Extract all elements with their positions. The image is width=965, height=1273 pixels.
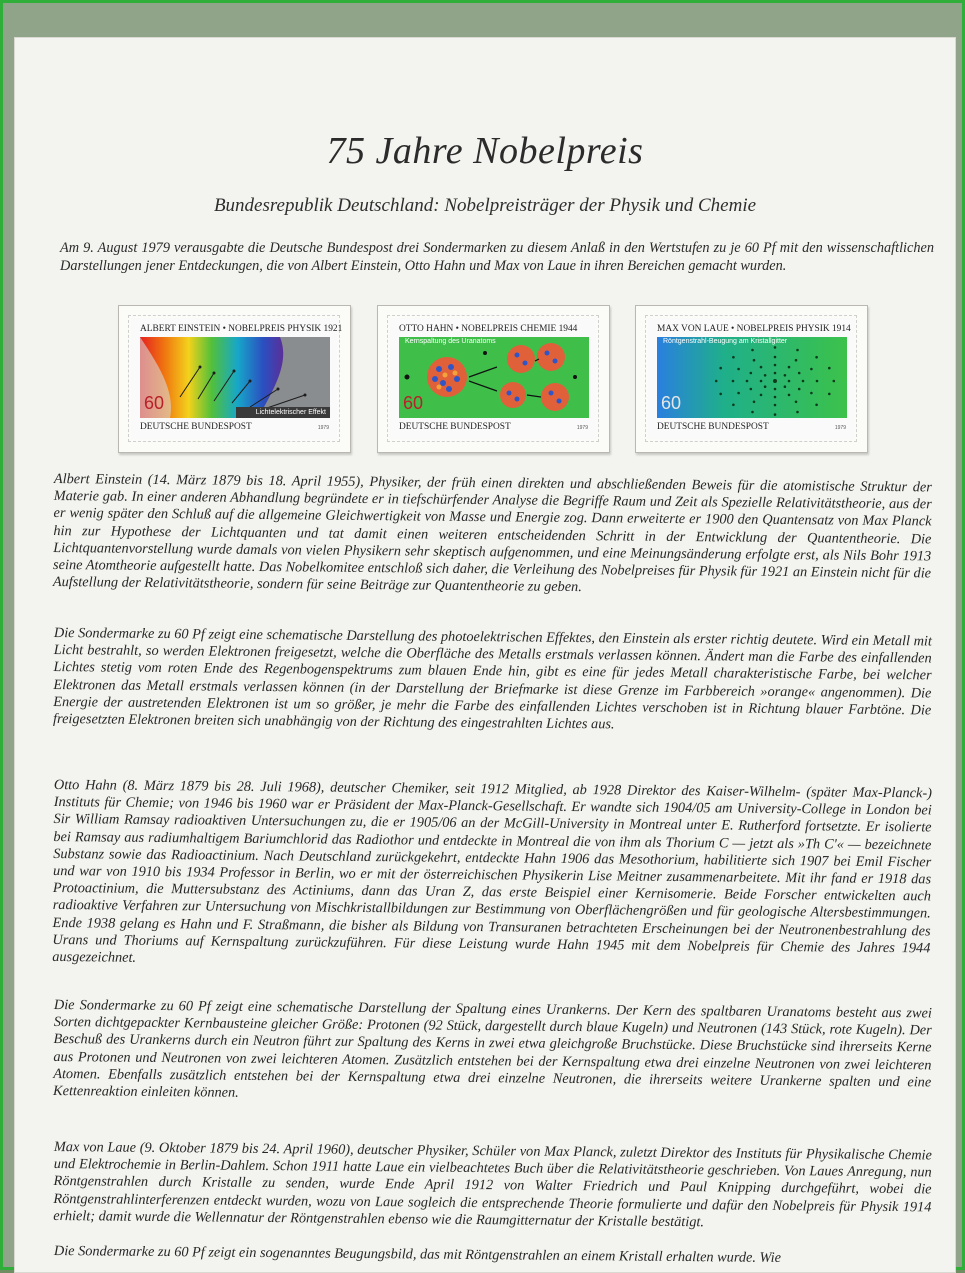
diffraction-spot [796,349,799,352]
stamp-year: 1979 [834,425,846,431]
diffraction-spot [774,396,777,399]
diffraction-spot [764,385,767,388]
laue-stamp-description: Die Sondermarke zu 60 Pf zeigt ein sogenanntes Beugungsbild, das mit Röntgenstrahlen an einem Kristall erhalten wurde. Wie [53,1243,782,1266]
diffraction-spot [750,372,753,375]
diffraction-spot [795,401,798,404]
diffraction-spot [737,368,740,371]
diffraction-spot [774,346,777,349]
diffraction-spot [746,380,749,383]
stamp-footer: DEUTSCHE BUNDESPOST [399,422,511,432]
laue-biography: Max von Laue (9. Oktober 1879 bis 24. April 1960), deutscher Physiker, Schüler von Max Planck, zuletzt Direktor des Instituts für Physikalische Chemie und Elektrochemie in Berlin-Dahlem. Schon 1911 hatte Laue ein vielbeachtetes Buch über die Relativitätstheorie geschrieben. Von Laues Anregung, nun Röntgenstrahlen durch Kristalle zu senden, wurde Ende April 1912 von Walter Friedrich und Paul Knipping durchgeführt, wobei die Röntgenstrahlinterferenzen entdeckt wurden, wozu von Laue sogleich die entsprechende Theorie formulierte und dafür den Nobelpreis für Physik 1914 erhielt; damit wurde die Wellennatur der Röntgenstrahlen ebenso wie die Raumgitternatur der Kristalle bestätigt. [53,1139,932,1231]
diffraction-spot [784,374,787,377]
diffraction-spot [798,372,801,375]
diffraction-spot [810,368,813,371]
nuclear-fission-illustration [399,337,589,418]
hahn-biography: Otto Hahn (8. März 1879 bis 28. Juli 1968), deutscher Chemiker, seit 1912 Mitglied, ab 1928 Direktor des Kaiser-Wilhelm- (später Max-Planck-) Instituts für Chemie; von 1946 bis 1960 war er Präsident der Max-Planck-Gesellschaft. Er wandte sich 1904/05 am University-College in London bei Sir William Ramsay radioaktiven Untersuchungen zu, die er 1905/06 an der McGill-University in Montreal unter E. Rutherford fortsetzte. Er isolierte bei Ramsay aus radiumhaltigem Bariumchlorid das Radiothor und entdeckte in Montreal die von ihm als Thorium C — jetzt als »Th C'« — bezeichnete Substanz sowie das Radioactinium. Nach Deutschland zurückgekehrt, entdeckte Hahn 1906 das Mesothorium, habilitierte sich 1907 bei Emil Fischer und war von 1910 bis 1934 Professor in Berlin, wo er mit der österreichischen Physikerin Lise Meitner zusammenarbeitete. Mit ihr fand er 1918 das Protoactinium, die Muttersubstanz des Actiniums, dann das Uran Z, das erste Beispiel einer Kernisomerie. Beide Forscher entwickelten auch radioaktive Verfahren zur Untersuchung von Mischkristallbildungen zur Bestimmung von Oberflächengrößen und für geologische Altersbestimmungen. Ende 1938 gelang es Hahn und F. Straßmann, die bisher als Bildung von Transuranen betrachteten Erscheinungen bei der Neutronenbestrahlung des Urans und Thoriums auf Kernspaltung zurückzuführen. Für diese Leistung wurde Hahn 1945 mit dem Nobelpreis für Chemie des Jahres 1944 ausgezeichnet. [52,777,932,966]
xray-diffraction-illustration [657,337,847,418]
stamp-mount-laue [635,305,868,453]
einstein-biography: Albert Einstein (14. März 1879 bis 18. April 1955), Physiker, der früh einen direkten und abschließenden Beweis für die atomistische Struktur der Materie gab. In einer anderen Abhandlung begründete er in tiefschürfender Analyse die Begriffe Raum und Zeit als Spezielle Relativitätstheorie, aus der er wenig später den Schluß auf die allgemeine Gleichwertigkeit von Masse und Energie zog. Dann erweiterte er 1900 den Quantensatz von Max Planck hin zur Hypothese der Lichtquanten und tat damit einen weiteren entscheidenden Schritt in der Entwicklung der Quantentheorie. Die Lichtquantenvorstellung wurde damals von vielen Physikern sehr skeptisch aufgenommen, und eine Meinungsänderung erfolgte erst, als Nils Bohr 1913 seine Atomtheorie aufgestellt hatte. Das Nobelkomitee entschloß sich daher, die Verleihung des Nobelpreises für Physik für 1921 an Einstein nicht für die Aufstellung der Relativitätstheorie, sondern für seine Beiträge zur Quantentheorie zu geben. [52,471,932,596]
diffraction-spot [753,401,756,404]
stamp-year: 1979 [576,425,588,431]
diffraction-spot [719,393,722,396]
diffraction-spot [833,380,836,383]
diffraction-spot [719,367,722,370]
stamp-year: 1979 [317,425,329,431]
stamp-value: 60 [661,393,682,413]
hahn-stamp-description: Die Sondermarke zu 60 Pf zeigt eine schematische Darstellung der Spaltung eines Urankerns. Der Kern des spaltbaren Uranatoms besteht aus zwei Sorten dichtgepackter Kernbausteine gleicher Größe: Protonen (92 Stück, dargestellt durch blaue Kugeln) und Neutronen (143 Stück, rote Kugeln). Der Beschuß des Urankerns durch ein Neutron führt zur Spaltung des Kerns in zwei etwa gleichgroße Bruchstücke. Diese Bruchstücke sind ihrerseits Kerne aus Protonen und Neutronen von zwei leichteren Atomen. Zusätzlich entstehen bei der Kernspaltung etwa drei einzelne Neutronen von zwei leichteren Atomen. Ebenfalls zusätzlich entstehen bei der Kernspaltung etwa drei einzelne Neutronen, die ihrerseits weitere Urankerne spalten und eine Kettenreaktion einleiten können. [53,997,932,1101]
diffraction-center [773,379,777,383]
diffraction-spot [784,385,787,388]
diffraction-spot [816,380,819,383]
diffraction-spot [815,356,818,359]
stamp-footer: DEUTSCHE BUNDESPOST [657,422,769,432]
diffraction-spot [810,392,813,395]
diffraction-spot [715,380,718,383]
diffraction-spot [796,411,799,414]
diffraction-spot [788,394,791,397]
photoelectric-effect-illustration [140,337,330,418]
diffraction-spot [802,380,805,383]
diffraction-spot [751,411,754,414]
rainbow-spectrum-graphic [140,337,330,418]
diffraction-spot [798,388,801,391]
diffraction-spot [774,356,777,359]
einstein-stamp-description: Die Sondermarke zu 60 Pf zeigt eine schematische Darstellung des photoelektrischen Effektes, den Einstein als erster richtig deutete. Wird ein Metall mit Licht bestrahlt, so werden Elektronen freigesetzt, welche die Oberfläche des Metalls erstmals verlassen können. Ändert man die Farbe des einfallenden Lichtes stetig vom roten Ende des Regenbogenspektrums zum blauen Ende hin, gibt es eine für jedes Metall charakteristische Farbe, bei welcher Elektronen das Metall erstmals verlassen können (in der Darstellung der Briefmarke ist diese Grenze im Farbbereich »orange« angenommen). Die Energie der austretenden Elektronen ist um so größer, je mehr die Farbe des einfallenden Lichtes verschoben ist in Richtung blauer Farbtöne. Die freigesetzten Elektronen breiten sich unabhängig von der Richtung des eingestrahlten Lichtes aus. [53,625,932,733]
page-title: 75 Jahre Nobelpreis [326,130,644,172]
diffraction-spot [760,394,763,397]
diffraction-spot [774,372,777,375]
stamp-header: ALBERT EINSTEIN • NOBELPREIS PHYSIK 1921 [140,324,343,334]
diffraction-spot [751,349,754,352]
diffraction-pattern-graphic [657,337,847,418]
diffraction-spot [795,359,798,362]
album-page [14,37,956,1273]
stamp-caption: Lichtelektrischer Effekt [255,409,326,416]
diffraction-spot [732,404,735,407]
stamp-caption: Röntgenstrahl-Beugung am Kristallgitter [663,338,788,345]
diffraction-spot [764,374,767,377]
diffraction-spot [774,404,777,407]
diffraction-spot [753,359,756,362]
page-subtitle: Bundesrepublik Deutschland: Nobelpreisträger der Physik und Chemie [213,195,757,216]
stamp-hahn [390,318,596,439]
stamp-value: 60 [144,393,165,413]
diffraction-spot [760,380,763,383]
diffraction-spot [828,367,831,370]
diffraction-spot [815,404,818,407]
diffraction-spot [732,380,735,383]
stamp-footer: DEUTSCHE BUNDESPOST [140,422,252,432]
diffraction-spot [750,388,753,391]
diffraction-spot [737,392,740,395]
fission-graphic [399,337,589,418]
stamp-header: OTTO HAHN • NOBELPREIS CHEMIE 1944 [399,324,578,334]
diffraction-spot [788,366,791,369]
diffraction-spot [732,356,735,359]
stamp-caption: Kernspaltung des Uranatoms [405,338,496,345]
diffraction-spot [788,380,791,383]
diffraction-spot [774,364,777,367]
stamp-einstein [131,318,343,439]
stamp-mount-einstein [118,305,351,453]
stamp-header: MAX VON LAUE • NOBELPREIS PHYSIK 1914 [657,324,851,334]
diffraction-spot [774,413,777,416]
stamp-laue [648,318,854,439]
intro-paragraph: Am 9. August 1979 verausgabte die Deutsche Bundespost drei Sondermarken zu diesem Anlaß in den Wertstufen zu je 60 Pf mit den wissenschaftlichen Darstellungen jener Entdeckungen, die von Albert Einstein, Otto Hahn und Max von Laue in ihren Bereichen gemacht wurden. [60,240,934,274]
diffraction-spot [760,366,763,369]
diffraction-spot [828,393,831,396]
stamp-mount-hahn [377,305,610,453]
uranium-nucleus [427,357,467,397]
stamp-value: 60 [403,393,424,413]
diffraction-spot [774,388,777,391]
